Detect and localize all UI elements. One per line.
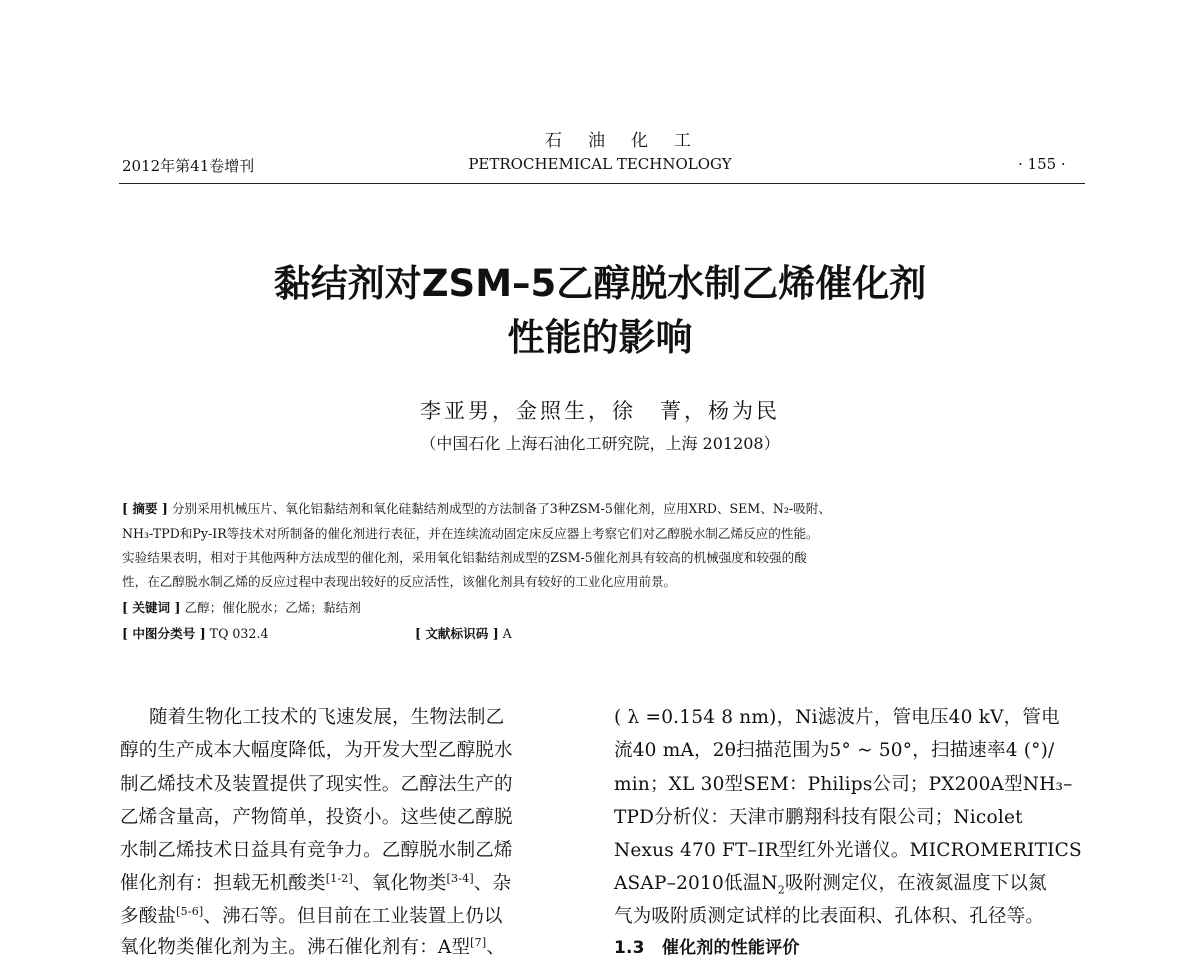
body-right-line (614, 869, 1047, 897)
body-right-line: ( λ =0.154 8 nm)，Ni滤波片，管电压40 kV，管电 (614, 707, 1060, 728)
article-title-line1: 黏结剂对ZSM–5乙醇脱水制乙烯催化剂 (273, 262, 927, 305)
body-left-line: 醇的生产成本大幅度降低，为开发大型乙醇脱水 (120, 740, 513, 761)
text-run: ASAP–2010低温N (614, 873, 778, 894)
body-left-line: 乙烯含量高，产物简单，投资小。这些使乙醇脱 (120, 807, 513, 828)
body-left-line: 制乙烯技术及装置提供了现实性。乙醇法生产的 (120, 774, 513, 795)
text-run: 催化剂有：担载无机酸类 (120, 873, 326, 894)
classification-line (122, 623, 268, 642)
citation-ref: [5-6] (176, 904, 204, 918)
body-left-line (120, 869, 511, 895)
journal-name-cn: 石油化工 (545, 131, 717, 151)
document-code-label: [ 文献标识码 ] (415, 626, 499, 641)
abstract-line: NH₃-TPD和Py-IR等技术对所制备的催化剂进行表征，并在连续流动固定床反应器上考察它们对乙醇脱水制乙烯反应的性能。 (122, 526, 819, 541)
text-run: 、杂 (473, 873, 512, 894)
text-run: 吸附测定仪，在液氮温度下以氮 (784, 873, 1047, 894)
body-left-line (120, 933, 505, 959)
keywords-label: [ 关键词 ] (122, 600, 181, 615)
keywords: 乙醇；催化脱水；乙烯；黏结剂 (184, 600, 361, 615)
classification-label: [ 中图分类号 ] (122, 626, 206, 641)
abstract-line: 性，在乙醇脱水制乙烯的反应过程中表现出较好的反应活性，该催化剂具有较好的工业化应用前景。 (122, 574, 677, 589)
header-rule (119, 183, 1085, 184)
document-code: A (502, 626, 512, 641)
authors: 李亚男，金照生，徐 菁，杨为民 (420, 399, 780, 423)
body-right-line: TPD分析仪：天津市鹏翔科技有限公司；Nicolet (614, 807, 1023, 828)
body-left-line: 水制乙烯技术日益具有竞争力。乙醇脱水制乙烯 (120, 840, 513, 861)
text-run: 、沸石等。但目前在工业装置上仍以 (203, 906, 503, 927)
document-code-line (415, 623, 512, 642)
affiliation: （中国石化 上海石油化工研究院，上海 201208） (420, 434, 780, 453)
issue-info: 2012年第41卷增刊 (122, 157, 255, 175)
journal-name-en: PETROCHEMICAL TECHNOLOGY (468, 155, 732, 173)
text-run: 、 (486, 937, 506, 958)
body-right-line: min；XL 30型SEM：Philips公司；PX200A型NH₃– (614, 774, 1073, 795)
abstract-text: 分别采用机械压片、氧化铝黏结剂和氧化硅黏结剂成型的方法制备了3种ZSM-5催化剂，应用XRD、SEM、N₂-吸附、 (171, 501, 831, 516)
abstract-label: [ 摘要 ] (122, 501, 168, 516)
abstract-line: 实验结果表明，相对于其他两种方法成型的催化剂，采用氧化铝黏结剂成型的ZSM-5催化剂具有较高的机械强度和较强的酸 (122, 550, 807, 565)
keywords-line (122, 597, 361, 616)
body-right-line: 流40 mA，2θ扫描范围为5° ~ 50°，扫描速率4 (°)/ (614, 740, 1055, 761)
text-run: 氧化物类催化剂为主。沸石催化剂有：A型 (120, 937, 471, 958)
abstract-line (122, 498, 831, 517)
body-right-line: 气为吸附质测定试样的比表面积、孔体积、孔径等。 (614, 906, 1045, 927)
citation-ref: [7] (470, 935, 487, 949)
body-left-line (120, 902, 503, 928)
citation-ref: [1-2] (325, 871, 353, 885)
classification-code: TQ 032.4 (209, 626, 269, 641)
subscript: 2 (777, 883, 785, 897)
body-right-line: Nexus 470 FT–IR型红外光谱仪。MICROMERITICS (614, 840, 1082, 861)
citation-ref: [3-4] (446, 871, 474, 885)
text-run: 多酸盐 (120, 906, 177, 927)
page-number: · 155 · (1018, 155, 1066, 173)
text-run: 、氧化物类 (353, 873, 447, 894)
article-title-line2: 性能的影响 (507, 316, 693, 359)
section-heading: 1.3 催化剂的性能评价 (614, 938, 800, 958)
body-left-line: 随着生物化工技术的飞速发展，生物法制乙 (149, 707, 505, 728)
